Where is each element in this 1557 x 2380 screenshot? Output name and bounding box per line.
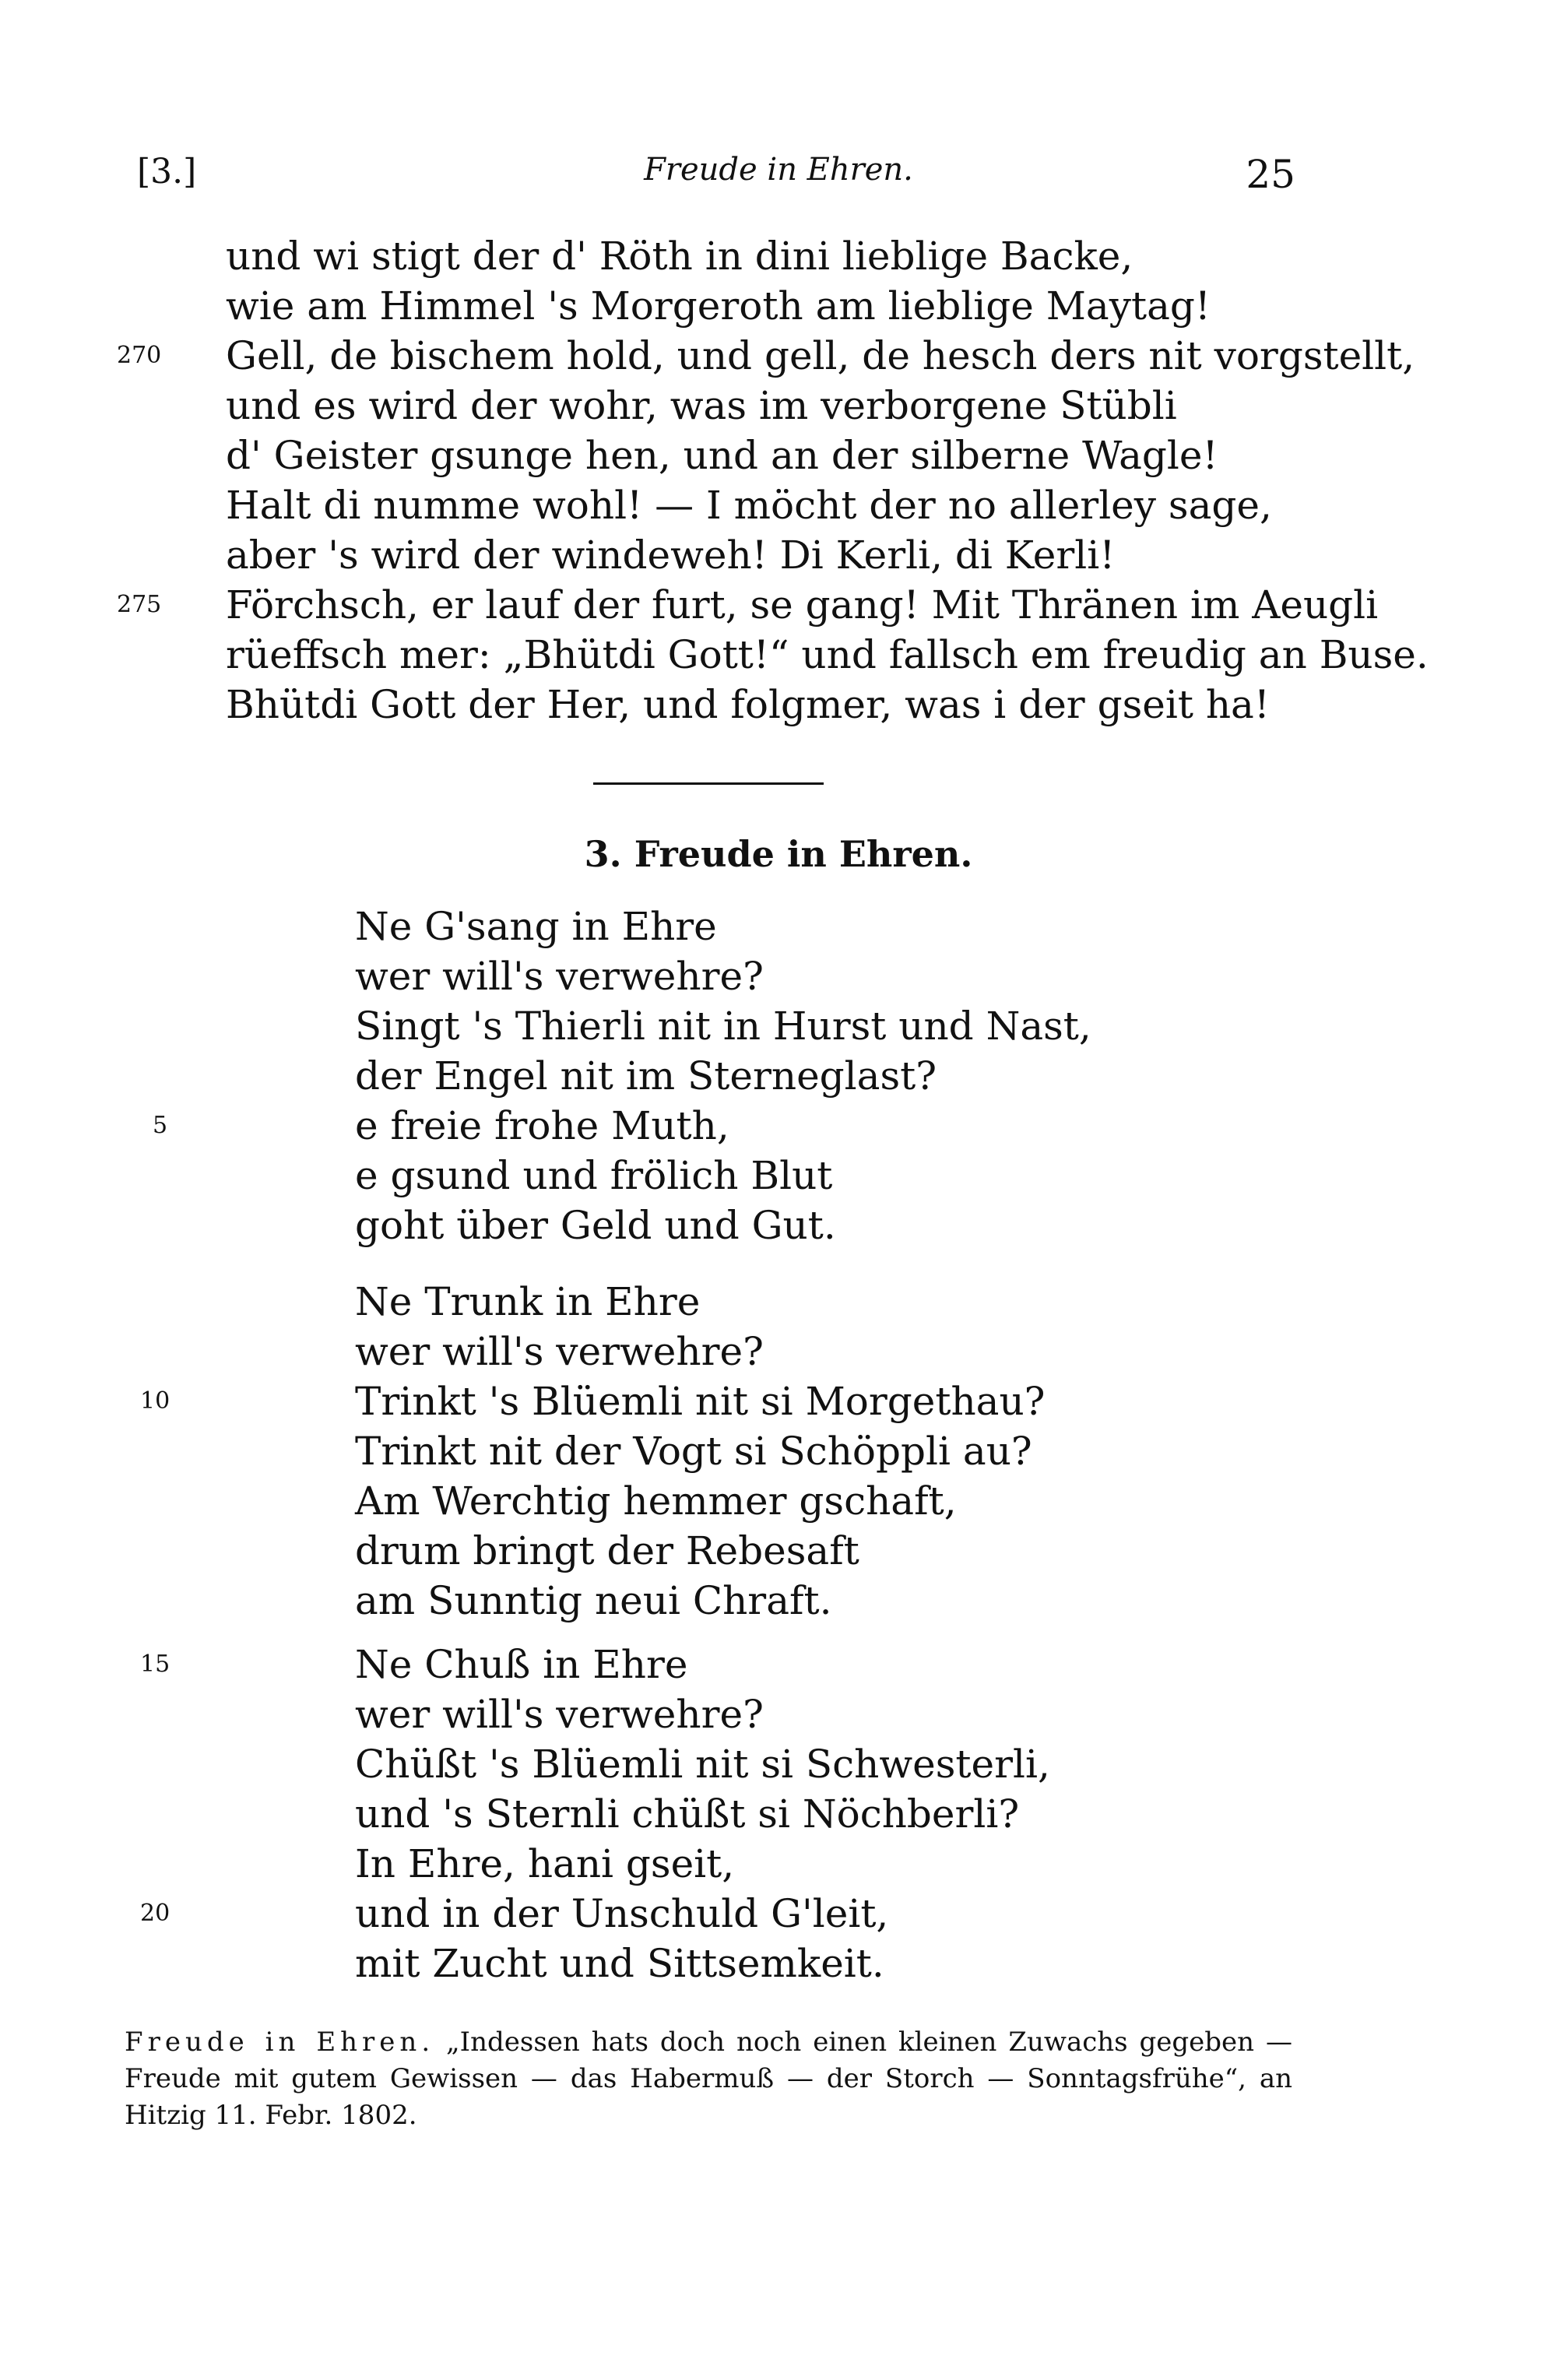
verse-line: wer will's verwehre? [355, 1329, 764, 1374]
section-divider [593, 782, 824, 785]
verse-line: und wi stigt der d' Röth in dini lieblige Backe, [226, 234, 1133, 279]
verse-line: In Ehre, hani gseit, [355, 1841, 735, 1886]
verse-line: Trinkt nit der Vogt si Schöppli au? [355, 1429, 1032, 1474]
poem-title: 3. Freude in Ehren. [584, 833, 973, 875]
verse-line: der Engel nit im Sterneglast? [355, 1053, 937, 1099]
page-number: 25 [1246, 152, 1295, 197]
verse-line: und 's Sternli chüßt si Nöchberli? [355, 1791, 1020, 1837]
verse-line: drum bringt der Rebesaft [355, 1528, 859, 1573]
verse-line: Ne Trunk in Ehre [355, 1279, 701, 1324]
verse-line: wer will's verwehre? [355, 954, 764, 999]
line-number: 5 [153, 1112, 168, 1139]
verse-line: am Sunntig neui Chraft. [355, 1578, 832, 1623]
verse-line: e gsund und frölich Blut [355, 1153, 833, 1198]
verse-line: und es wird der wohr, was im verborgene Stübli [226, 383, 1177, 428]
footnote [125, 2024, 1292, 2134]
line-number: 10 [140, 1387, 170, 1415]
verse-line: mit Zucht und Sittsemkeit. [355, 1941, 884, 1986]
verse-line: Halt di numme wohl! — I möcht der no allerley sage, [226, 483, 1272, 528]
verse-line: Trinkt 's Blüemli nit si Morgethau? [355, 1379, 1046, 1424]
verse-line: Gell, de bischem hold, und gell, de hesch ders nit vorgstellt, [226, 333, 1415, 378]
verse-line: Singt 's Thierli nit in Hurst und Nast, [355, 1004, 1091, 1049]
section-marker: [3.] [137, 152, 197, 192]
line-number: 15 [140, 1651, 170, 1678]
line-number: 270 [117, 342, 162, 369]
verse-line: Am Werchtig hemmer gschaft, [355, 1478, 957, 1524]
line-number: 275 [117, 591, 162, 618]
verse-line: wer will's verwehre? [355, 1692, 764, 1737]
verse-line: Förchsch, er lauf der furt, se gang! Mit Thränen im Aeugli [226, 582, 1379, 628]
footnote-label: Freude in Ehren. [125, 2027, 435, 2058]
verse-line: d' Geister gsunge hen, und an der silberne Wagle! [226, 433, 1218, 478]
verse-line: Chüßt 's Blüemli nit si Schwesterli, [355, 1742, 1050, 1787]
verse-line: goht über Geld und Gut. [355, 1203, 836, 1248]
verse-line: wie am Himmel 's Morgeroth am lieblige Maytag! [226, 283, 1211, 329]
verse-line: aber 's wird der windeweh! Di Kerli, di Kerli! [226, 533, 1116, 578]
running-title: Freude in Ehren. [644, 152, 913, 188]
verse-line: Ne Chuß in Ehre [355, 1642, 688, 1687]
verse-line: Bhütdi Gott der Her, und folgmer, was i der gseit ha! [226, 682, 1270, 727]
verse-line: rüeffsch mer: „Bhütdi Gott!“ und fallsch em freudig an Buse. [226, 632, 1429, 677]
footnote-text: „Indessen hats doch noch einen kleinen Zuwachs gegeben — Freude mit gutem Gewissen — das Habermuß — der Storch — Sonntagsfrühe“, an Hitzig 11. Febr. 1802. [125, 2027, 1292, 2131]
verse-line: Ne G'sang in Ehre [355, 904, 717, 949]
verse-line: und in der Unschuld G'leit, [355, 1891, 889, 1936]
verse-line: e freie frohe Muth, [355, 1103, 729, 1148]
line-number: 20 [140, 1900, 170, 1927]
